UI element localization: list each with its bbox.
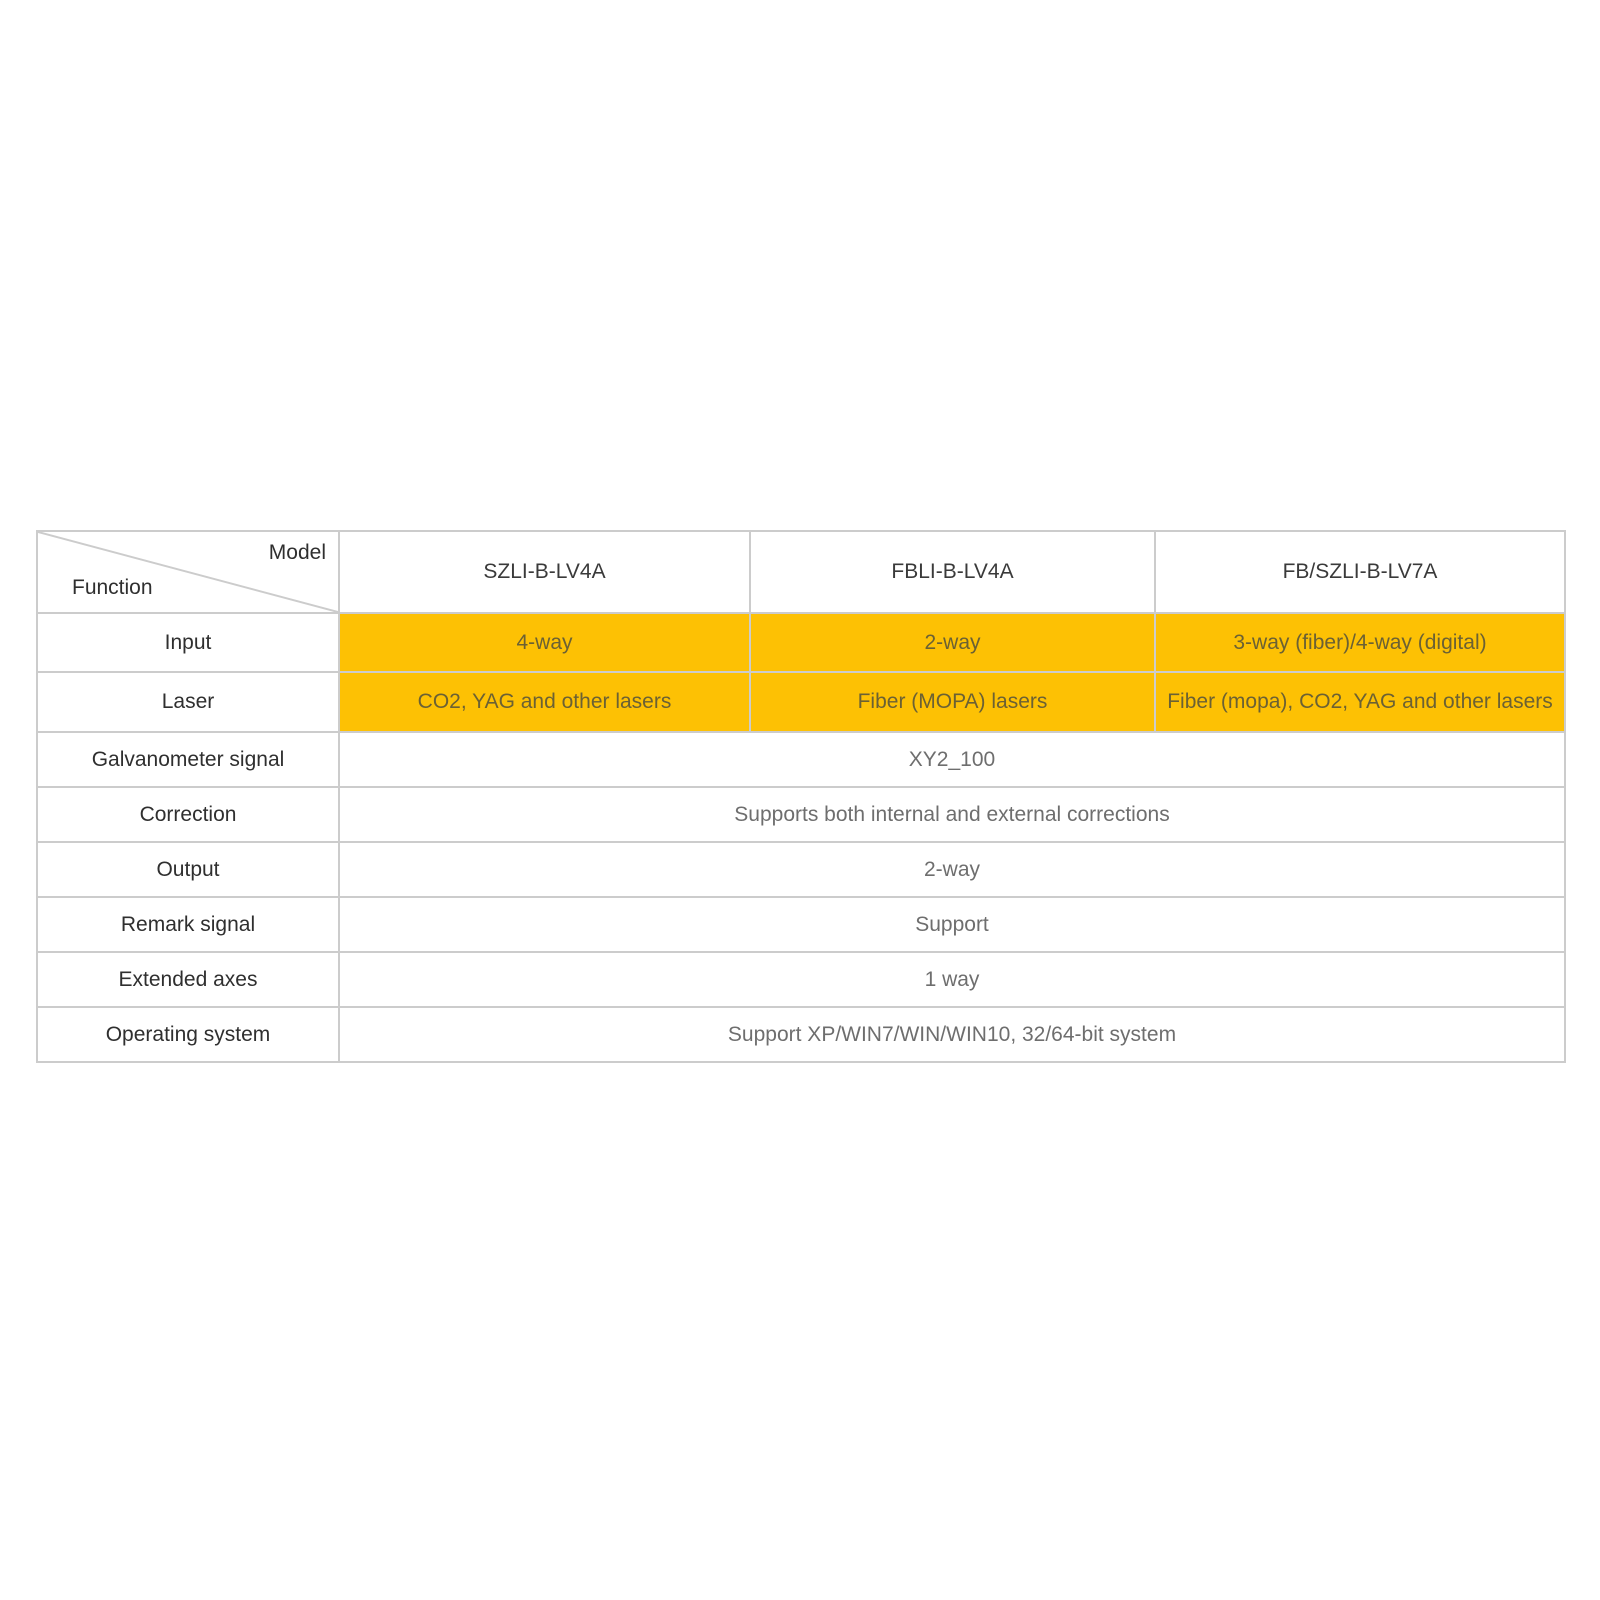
corner-function-label: Function xyxy=(72,576,153,599)
cell-laser-model-1: CO2, YAG and other lasers xyxy=(339,672,750,732)
cell-laser-model-3: Fiber (mopa), CO2, YAG and other lasers xyxy=(1155,672,1565,732)
column-header-model-3: FB/SZLI-B-LV7A xyxy=(1155,531,1565,613)
row-label-remark-signal: Remark signal xyxy=(37,897,339,952)
cell-operating-system-value: Support XP/WIN7/WIN/WIN10, 32/64-bit system xyxy=(339,1007,1565,1062)
row-label-extended-axes: Extended axes xyxy=(37,952,339,1007)
row-label-input: Input xyxy=(37,613,339,672)
table-row-operating-system xyxy=(37,1007,1565,1062)
table-row-galvanometer-signal xyxy=(37,732,1565,787)
table-row-correction xyxy=(37,787,1565,842)
table-row-laser xyxy=(37,672,1565,732)
cell-output-value: 2-way xyxy=(339,842,1565,897)
corner-model-label: Model xyxy=(268,541,326,564)
row-label-operating-system: Operating system xyxy=(37,1007,339,1062)
header-row xyxy=(37,531,1565,613)
corner-cell xyxy=(37,531,339,613)
cell-galvanometer-signal-value: XY2_100 xyxy=(339,732,1565,787)
table-row-remark-signal xyxy=(37,897,1565,952)
spec-table xyxy=(36,530,1566,1063)
table-row-extended-axes xyxy=(37,952,1565,1007)
cell-remark-signal-value: Support xyxy=(339,897,1565,952)
row-label-correction: Correction xyxy=(37,787,339,842)
cell-extended-axes-value: 1 way xyxy=(339,952,1565,1007)
table-row-output xyxy=(37,842,1565,897)
row-label-laser: Laser xyxy=(37,672,339,732)
cell-input-model-1: 4-way xyxy=(339,613,750,672)
cell-input-model-3: 3-way (fiber)/4-way (digital) xyxy=(1155,613,1565,672)
row-label-output: Output xyxy=(37,842,339,897)
table-row-input xyxy=(37,613,1565,672)
column-header-model-1: SZLI-B-LV4A xyxy=(339,531,750,613)
cell-correction-value: Supports both internal and external corrections xyxy=(339,787,1565,842)
column-header-model-2: FBLI-B-LV4A xyxy=(750,531,1155,613)
cell-laser-model-2: Fiber (MOPA) lasers xyxy=(750,672,1155,732)
row-label-galvanometer-signal: Galvanometer signal xyxy=(37,732,339,787)
cell-input-model-2: 2-way xyxy=(750,613,1155,672)
